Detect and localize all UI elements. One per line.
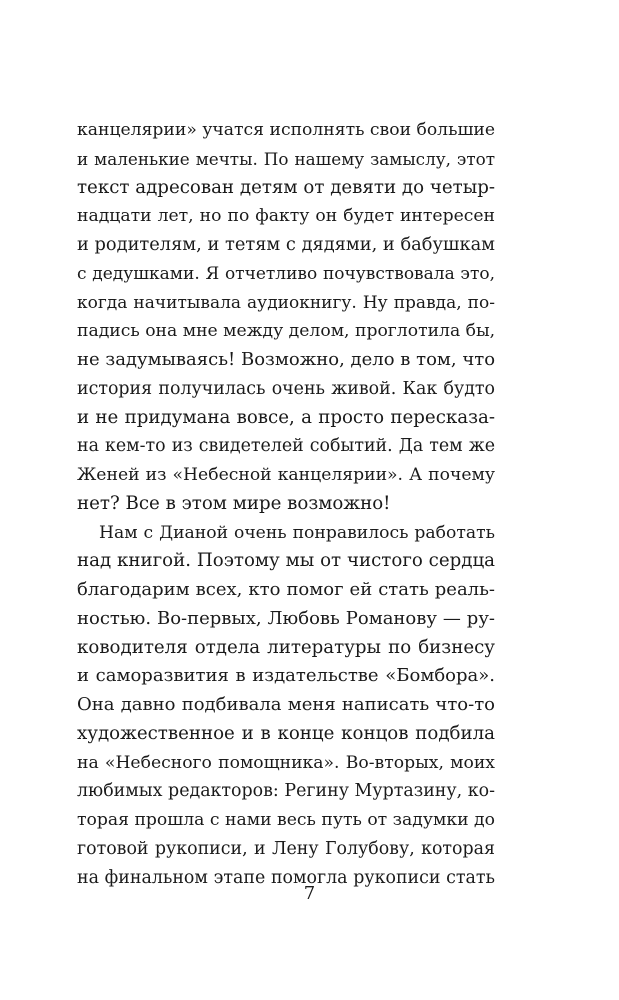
text-line: и саморазвития в издательстве «Бомбора». bbox=[77, 665, 495, 687]
text-line: Нам с Дианой очень понравилось работать bbox=[99, 522, 495, 543]
text-line: Она давно подбивала меня написать что-то bbox=[77, 694, 495, 715]
text-line: и не придумана вовсе, а просто пересказа- bbox=[77, 406, 495, 428]
text-line: с дедушками. Я отчетливо почувствовала это, bbox=[77, 263, 495, 284]
text-line: на «Небесного помощника». Во-вторых, моих bbox=[77, 752, 495, 773]
text-line: нет? Все в этом мире возможно! bbox=[77, 492, 391, 514]
text-line: готовой рукописи, и Лену Голубову, которая bbox=[77, 838, 495, 859]
text-line: когда начитывала аудиокнигу. Ну правда, по- bbox=[77, 292, 495, 313]
text-line: текст адресован детям от девяти до четыр- bbox=[77, 176, 495, 198]
text-line: и родителям, и тетям с дядями, и бабушкам bbox=[77, 234, 495, 255]
text-line: благодарим всех, кто помог ей стать реаль- bbox=[77, 579, 495, 600]
text-line: канцелярии» учатся исполнять свои большие bbox=[77, 120, 496, 140]
body-text bbox=[77, 116, 495, 892]
text-line: на финальном этапе помогла рукописи стать bbox=[77, 867, 495, 888]
text-line: ностью. Во-первых, Любовь Романову — ру- bbox=[77, 607, 495, 629]
text-line: любимых редакторов: Регину Муртазину, ко- bbox=[77, 781, 495, 802]
page-number: 7 bbox=[303, 883, 316, 904]
text-line: падись она мне между делом, проглотила бы, bbox=[77, 321, 496, 342]
text-line: торая прошла с нами весь путь от задумки до bbox=[77, 810, 495, 830]
text-line: на кем-то из свидетелей событий. Да тем же bbox=[77, 436, 495, 457]
text-line: ководителя отдела литературы по бизнесу bbox=[77, 636, 495, 658]
text-line: история получилась очень живой. Как будто bbox=[77, 378, 495, 399]
text-line: надцати лет, но по факту он будет интересен bbox=[77, 206, 495, 227]
text-line: не задумываясь! Возможно, дело в том, что bbox=[77, 349, 496, 370]
paragraph bbox=[77, 116, 495, 519]
text-line: и маленькие мечты. По нашему замыслу, этот bbox=[77, 148, 495, 169]
text-line: над книгой. Поэтому мы от чистого сердца bbox=[77, 550, 495, 572]
text-line: художественное и в конце концов подбила bbox=[77, 722, 495, 744]
paragraph bbox=[77, 519, 495, 893]
text-line: Женей из «Небесной канцелярии». А почему bbox=[77, 465, 495, 485]
